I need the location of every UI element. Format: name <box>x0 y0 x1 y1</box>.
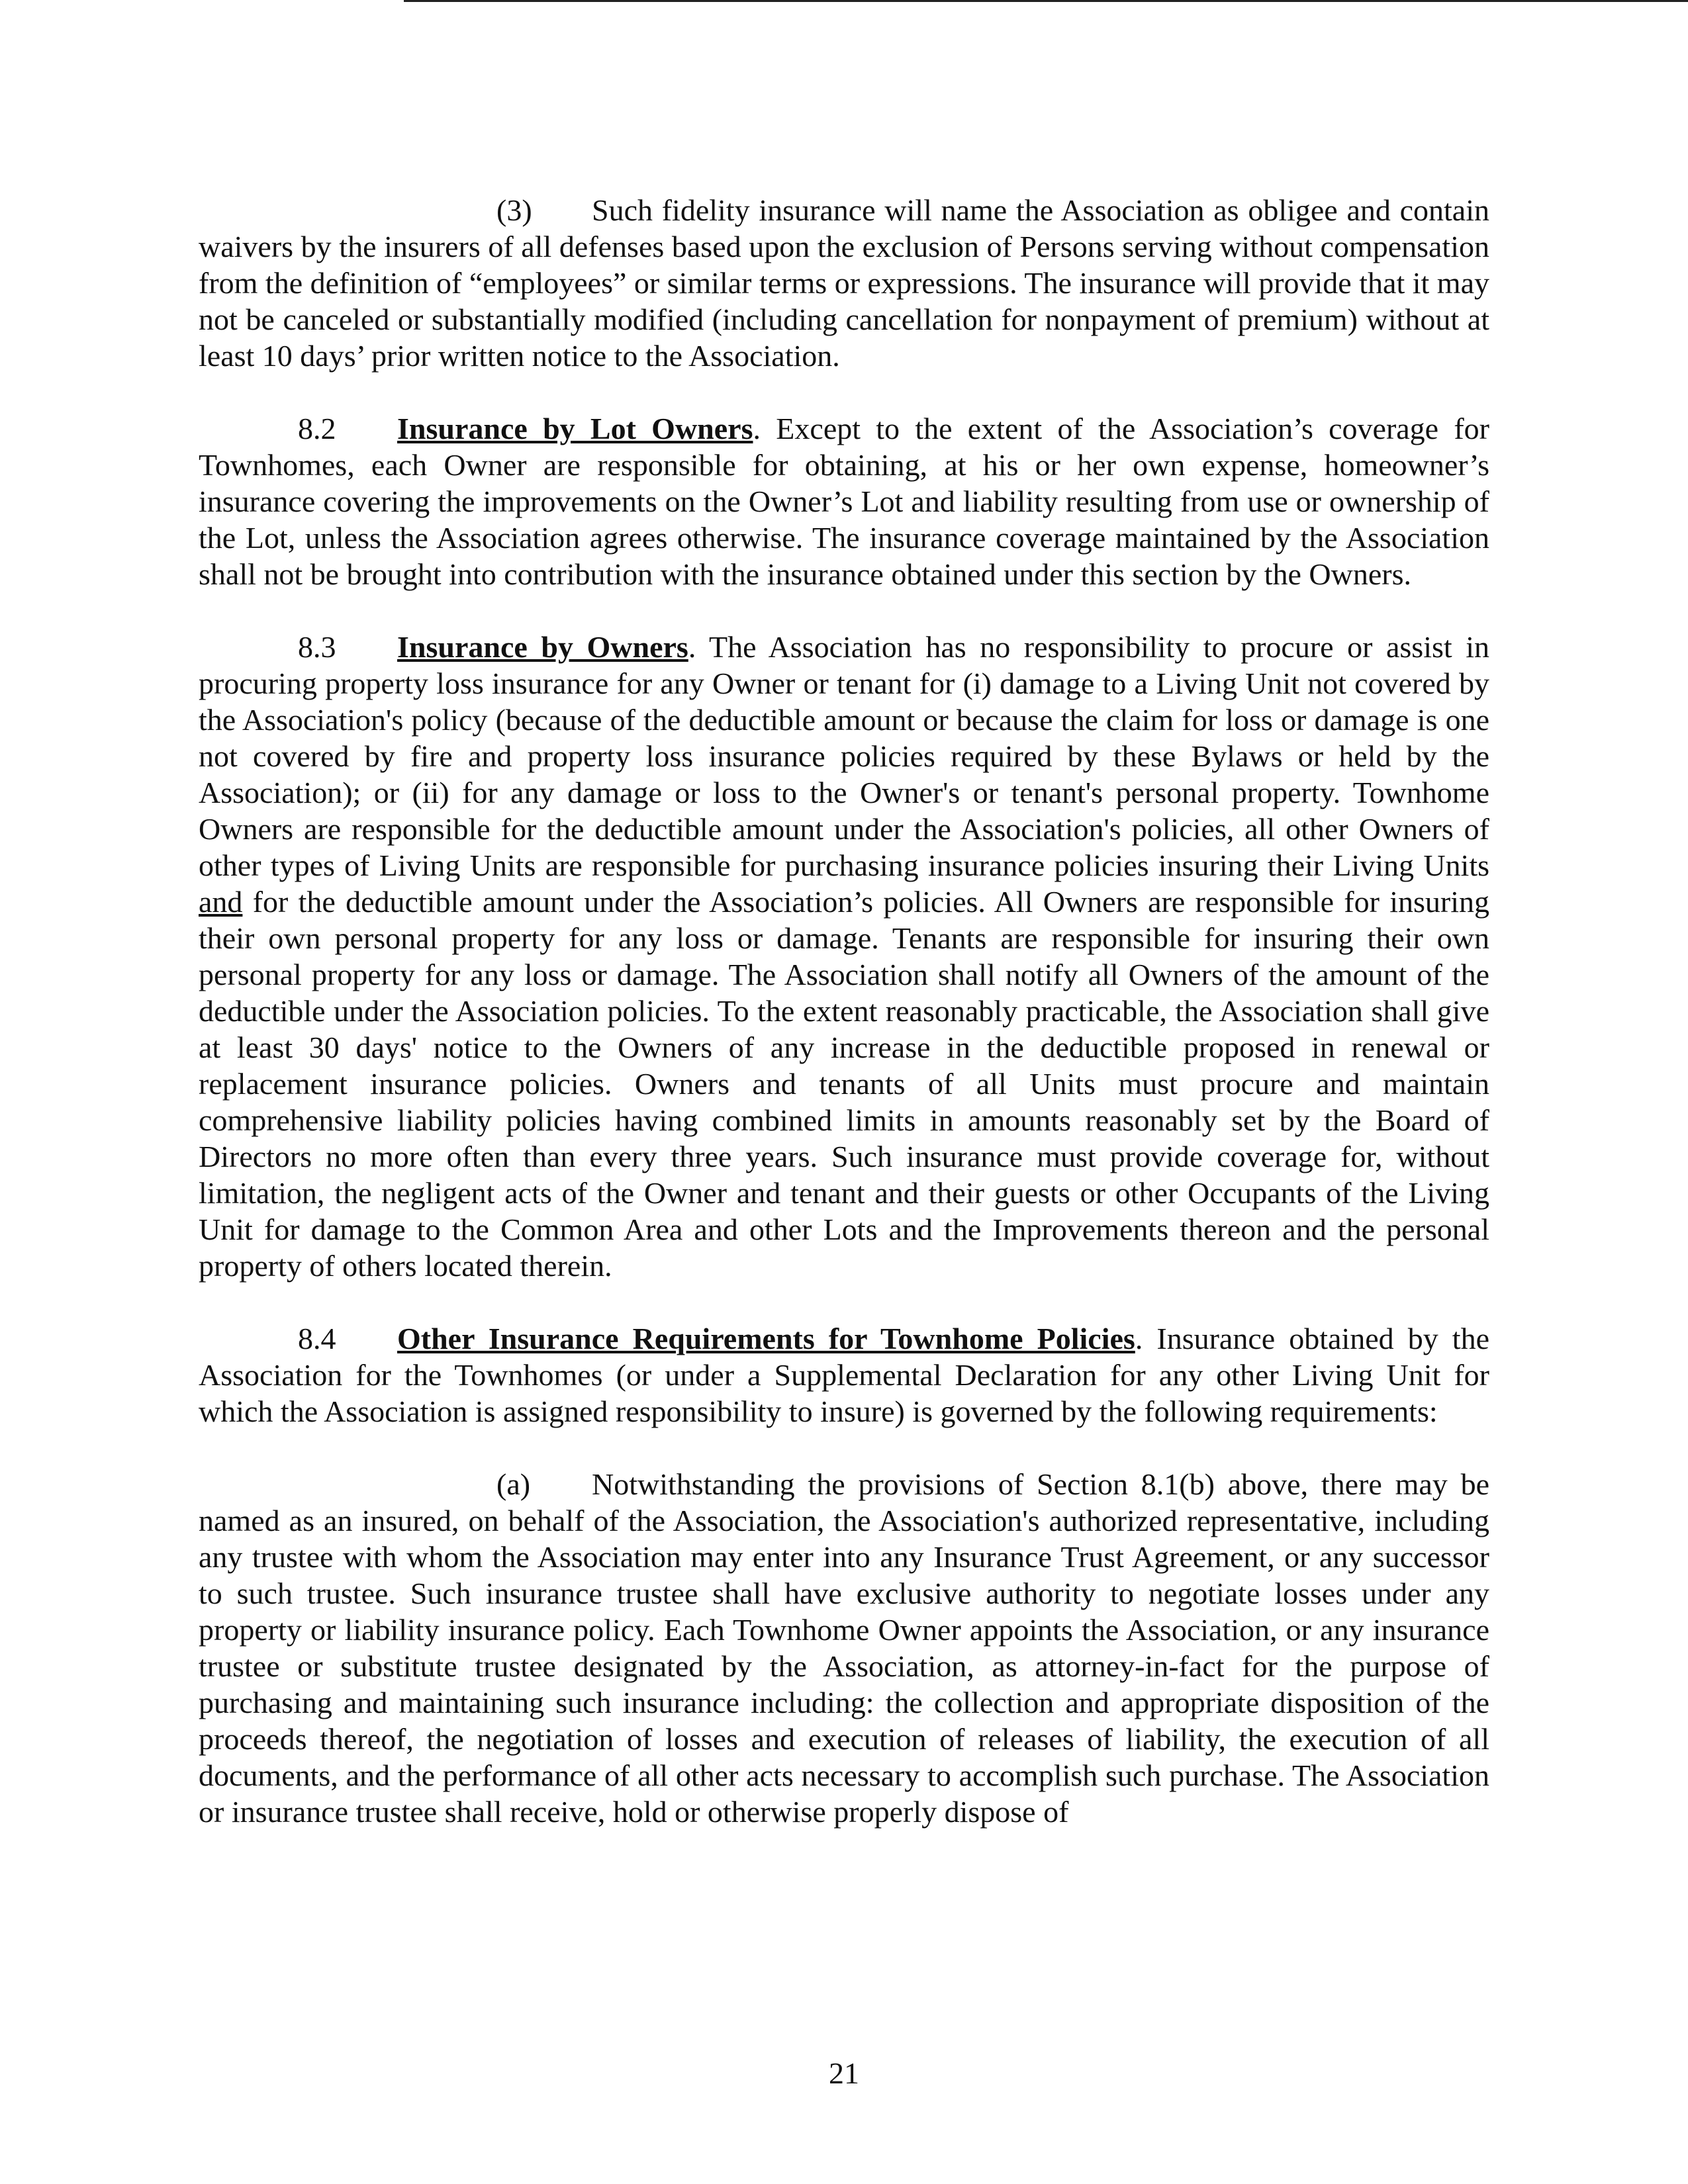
section-heading: Other Insurance Requirements for Townhome Policies <box>397 1322 1135 1355</box>
paragraph-8-4-a <box>199 1466 1489 1830</box>
paragraph-8-1-c-3 <box>199 192 1489 374</box>
section-number: 8.2 <box>298 412 336 445</box>
section-text-part-2: for the deductible amount under the Association’s policies. All Owners are responsible for insuring their own personal property for any loss or damage. Tenants are responsible for insuring their own personal property for any loss or damage. The Association shall notify all Owners of the amount of the deductible under the Association policies. To the extent reasonably practicable, the Association shall give at least 30 days' notice to the Owners of any increase in the deductible proposed in renewal or replacement insurance policies. Owners and tenants of all Units must procure and maintain comprehensive liability policies having combined limits in amounts reasonably set by the Board of Directors no more often than every three years. Such insurance must provide coverage for, without limitation, the negligent acts of the Owner and tenant and their guests or other Occupants of the Living Unit for damage to the Common Area and other Lots and the Improvements thereon and the personal property of others located therein. <box>199 885 1490 1283</box>
underlined-word: and <box>199 885 243 919</box>
section-8-2 <box>199 410 1489 592</box>
section-number: 8.4 <box>298 1322 336 1355</box>
paragraph-number: (3) <box>496 193 532 227</box>
document-body <box>199 192 1489 1866</box>
section-heading: Insurance by Owners <box>397 630 688 664</box>
section-number: 8.3 <box>298 630 336 664</box>
heading-punctuation: . <box>1135 1322 1143 1355</box>
section-8-3 <box>199 629 1489 1284</box>
paragraph-text: Such fidelity insurance will name the Association as obligee and contain waivers by the insurers of all defenses based upon the exclusion of Persons serving without compensation from the definition of “employees” or similar terms or expressions. The insurance will provide that it may not be canceled or substantially modified (including cancellation for nonpayment of premium) without at least 10 days’ prior written notice to the Association. <box>199 193 1489 373</box>
top-rule <box>404 0 1688 2</box>
section-8-4 <box>199 1320 1489 1430</box>
section-text-part-1: The Association has no responsibility to procure or assist in procuring property loss insurance for any Owner or tenant for (i) damage to a Living Unit not covered by the Association's policy (because of the deductible amount or because the claim for loss or damage is one not covered by fire and property loss insurance policies required by these Bylaws or held by the Association); or (ii) for any damage or loss to the Owner's or tenant's personal property. Townhome Owners are responsible for the deductible amount under the Association's policies, all other Owners of other types of Living Units are responsible for purchasing insurance policies insuring their Living Units <box>199 630 1489 882</box>
section-heading: Insurance by Lot Owners <box>397 412 753 445</box>
paragraph-text: Notwithstanding the provisions of Section 8.1(b) above, there may be named as an insured, on behalf of the Association, the Association's authorized representative, including any trustee with whom the Association may enter into any Insurance Trust Agreement, or any successor to such trustee. Such insurance trustee shall have exclusive authority to negotiate losses under any property or liability insurance policy. Each Townhome Owner appoints the Association, or any insurance trustee or substitute trustee designated by the Association, as attorney-in-fact for the purpose of purchasing and maintaining such insurance including: the collection and appropriate disposition of the proceeds thereof, the negotiation of losses and execution of releases of liability, the execution of all documents, and the performance of all other acts necessary to accomplish such purchase. The Association or insurance trustee shall receive, hold or otherwise properly dispose of <box>199 1467 1489 1829</box>
heading-punctuation: . <box>688 630 696 664</box>
page-number: 21 <box>829 2056 859 2090</box>
heading-punctuation: . <box>753 412 761 445</box>
section-text: Insurance obtained by the Association for the Townhomes (or under a Supplemental Declaration for any other Living Unit for which the Association is assigned responsibility to insure) is governed by the following requirements: <box>199 1322 1489 1428</box>
paragraph-number: (a) <box>496 1467 531 1501</box>
section-text: Except to the extent of the Association’s coverage for Townhomes, each Owner are responsible for obtaining, at his or her own expense, homeowner’s insurance covering the improvements on the Owner’s Lot and liability resulting from use or ownership of the Lot, unless the Association agrees otherwise. The insurance coverage maintained by the Association shall not be brought into contribution with the insurance obtained under this section by the Owners. <box>199 412 1489 591</box>
